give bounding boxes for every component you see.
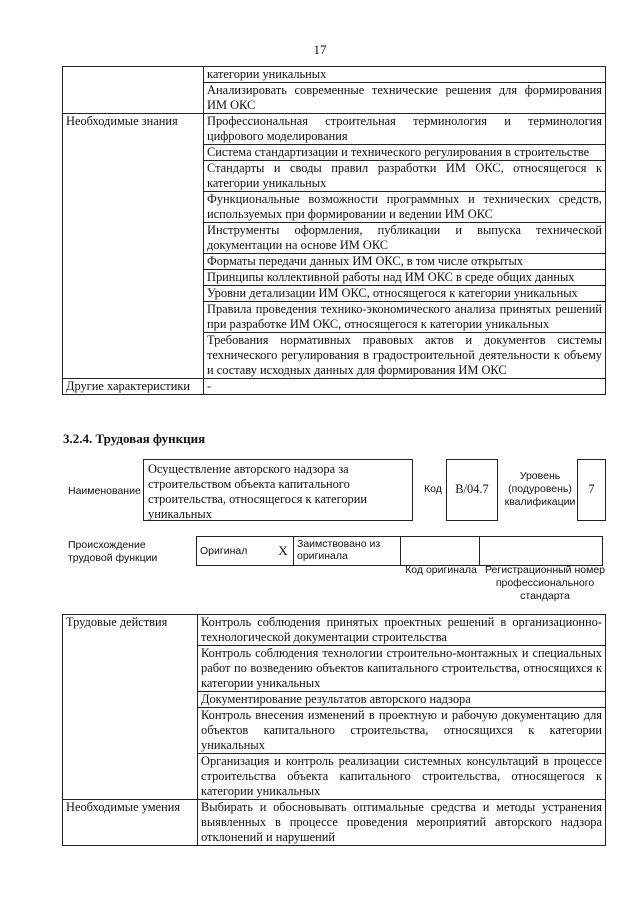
table-cell: Выбирать и обосновывать оптимальные средства и методы устранения выявленных в процессе проведения мероприятий авторского надзора отклонений и нарушений bbox=[198, 800, 606, 846]
table-cell: Контроль соблюдения принятых проектных решений в организационно-технологической документации строительства bbox=[198, 615, 606, 646]
table-cell: Контроль внесения изменений в проектную и рабочую документацию для объектов капитального строительства, относящихся к категории уникальных bbox=[198, 708, 606, 754]
registration-number-cell bbox=[480, 537, 603, 566]
row-label bbox=[63, 67, 204, 114]
table-cell: Функциональные возможности программных и технических средств, используемых при формировании и ведении ИМ ОКС bbox=[204, 192, 606, 223]
table-row bbox=[63, 615, 606, 646]
actions-table bbox=[62, 614, 606, 846]
table-row bbox=[197, 537, 603, 566]
original-mark: X bbox=[273, 537, 294, 566]
table-cell: категории уникальных bbox=[204, 67, 606, 83]
section-heading: 3.2.4. Трудовая функция bbox=[63, 431, 206, 446]
table-cell: Принципы коллективной работы над ИМ ОКС в среде общих данных bbox=[204, 270, 606, 286]
qualification-level: 7 bbox=[577, 459, 606, 521]
page-number: 17 bbox=[313, 42, 327, 57]
table-cell: Форматы передачи данных ИМ ОКС, в том числе открытых bbox=[204, 254, 606, 270]
table-cell: Организация и контроль реализации системных консультаций в процессе строительства объекта капитального строительства, относящегося к категории уникальных bbox=[198, 754, 606, 800]
function-name: Осуществление авторского надзора за строительством объекта капитального строительства, относящегося к категории уникальных bbox=[143, 459, 413, 521]
table-cell: Контроль соблюдения технологии строительно-монтажных и специальных работ по возведению объектов капитального строительства, относящихся к категории уникальных bbox=[198, 646, 606, 692]
table-cell: Система стандартизации и технического регулирования в строительстве bbox=[204, 145, 606, 161]
row-label-other: Другие характеристики bbox=[63, 379, 204, 395]
table-cell: Профессиональная строительная терминология и терминология цифрового моделирования bbox=[204, 114, 606, 145]
table-cell: - bbox=[204, 379, 606, 395]
table-row bbox=[63, 379, 606, 395]
row-label-knowledge: Необходимые знания bbox=[63, 114, 204, 379]
knowledge-table bbox=[62, 66, 606, 395]
code-label: Код bbox=[424, 483, 442, 495]
table-row bbox=[63, 114, 606, 145]
borrowed-cell: Заимствовано из оригинала bbox=[294, 537, 401, 566]
level-label: Уровень (подуровень) квалификации bbox=[504, 470, 576, 508]
origin-table bbox=[196, 536, 603, 566]
table-cell: Требования нормативных правовых актов и документов системы технического регулирования в градостроительной деятельности к объему и составу исходных данных для формирования ИМ ОКС bbox=[204, 333, 606, 379]
table-cell: Правила проведения технико-экономического анализа принятых решений при разработке ИМ ОКС, относящегося к категории уникальных bbox=[204, 302, 606, 333]
registration-number-caption: Регистрационный номер профессионального стандарта bbox=[485, 564, 605, 602]
function-code: B/04.7 bbox=[446, 459, 498, 521]
table-cell: Инструменты оформления, публикации и выпуска технической документации на основе ИМ ОКС bbox=[204, 223, 606, 254]
table-row bbox=[63, 67, 606, 83]
origin-label: Происхождение трудовой функции bbox=[68, 539, 158, 564]
table-cell: Анализировать современные технические решения для формирования ИМ ОКС bbox=[204, 83, 606, 114]
original-cell: Оригинал bbox=[197, 537, 274, 566]
table-row bbox=[63, 800, 606, 846]
row-label-skills: Необходимые умения bbox=[63, 800, 198, 846]
name-label: Наименование bbox=[68, 485, 141, 497]
origin-code-cell bbox=[401, 537, 480, 566]
table-cell: Документирование результатов авторского надзора bbox=[198, 692, 606, 708]
table-cell: Стандарты и своды правил разработки ИМ ОКС, относящегося к категории уникальных bbox=[204, 161, 606, 192]
table-cell: Уровни детализации ИМ ОКС, относящегося к категории уникальных bbox=[204, 286, 606, 302]
origin-code-caption: Код оригинала bbox=[405, 564, 477, 576]
row-label-actions: Трудовые действия bbox=[63, 615, 198, 800]
